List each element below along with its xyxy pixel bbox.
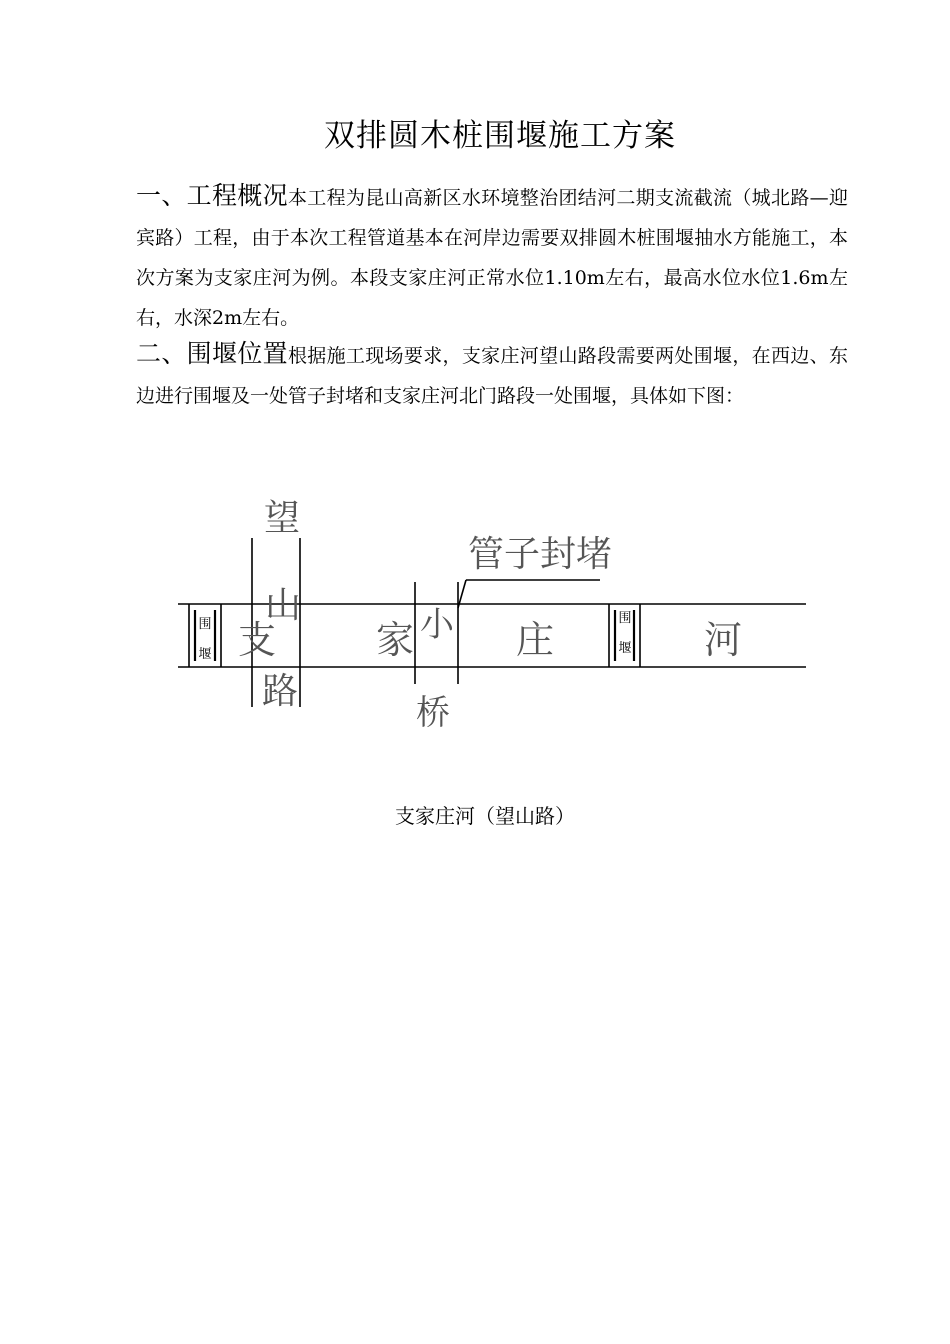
river-char-1: 支: [237, 618, 277, 662]
road-label-2: 山: [264, 585, 302, 626]
weir-west-label-2: 堰: [198, 647, 212, 662]
river-char-2: 家: [375, 618, 415, 662]
pipe-plug-label: 管子封堵: [467, 534, 613, 575]
weir-west-label-1: 围: [198, 617, 212, 632]
bridge-label-2: 桥: [416, 693, 450, 733]
diagram-caption: 支家庄河（望山路）: [395, 804, 575, 828]
river-char-4: 河: [703, 618, 743, 662]
section-weir-location: [136, 334, 848, 416]
section-heading: 一、工程概况: [136, 181, 288, 210]
document-title: 双排圆木桩围堰施工方案: [324, 118, 676, 154]
section-project-overview: [136, 176, 848, 338]
road-label-3: 路: [261, 671, 299, 712]
river-char-3: 庄: [515, 618, 555, 662]
weir-location-diagram: [0, 470, 950, 770]
weir-east-label-2: 堰: [618, 641, 632, 656]
section-heading: 二、围堰位置: [136, 339, 288, 368]
weir-east-label-1: 围: [618, 611, 632, 626]
bridge-label-1: 小: [420, 605, 454, 645]
section-body: 根据施工现场要求，支家庄河望山路段需要两处围堰，在西边、东边进行围堰及一处管子封堵和支家庄河北门路段一处围堰，具体如下图：: [136, 345, 848, 407]
road-label-1: 望: [263, 498, 301, 539]
section-body: 本工程为昆山高新区水环境整治团结河二期支流截流（城北路—迎宾路）工程，由于本次工程管道基本在河岸边需要双排圆木桩围堰抽水方能施工，本次方案为支家庄河为例。本段支家庄河正常水位1.10m左右，最高水位水位1.6m左右，水深2m左右。: [136, 187, 848, 329]
